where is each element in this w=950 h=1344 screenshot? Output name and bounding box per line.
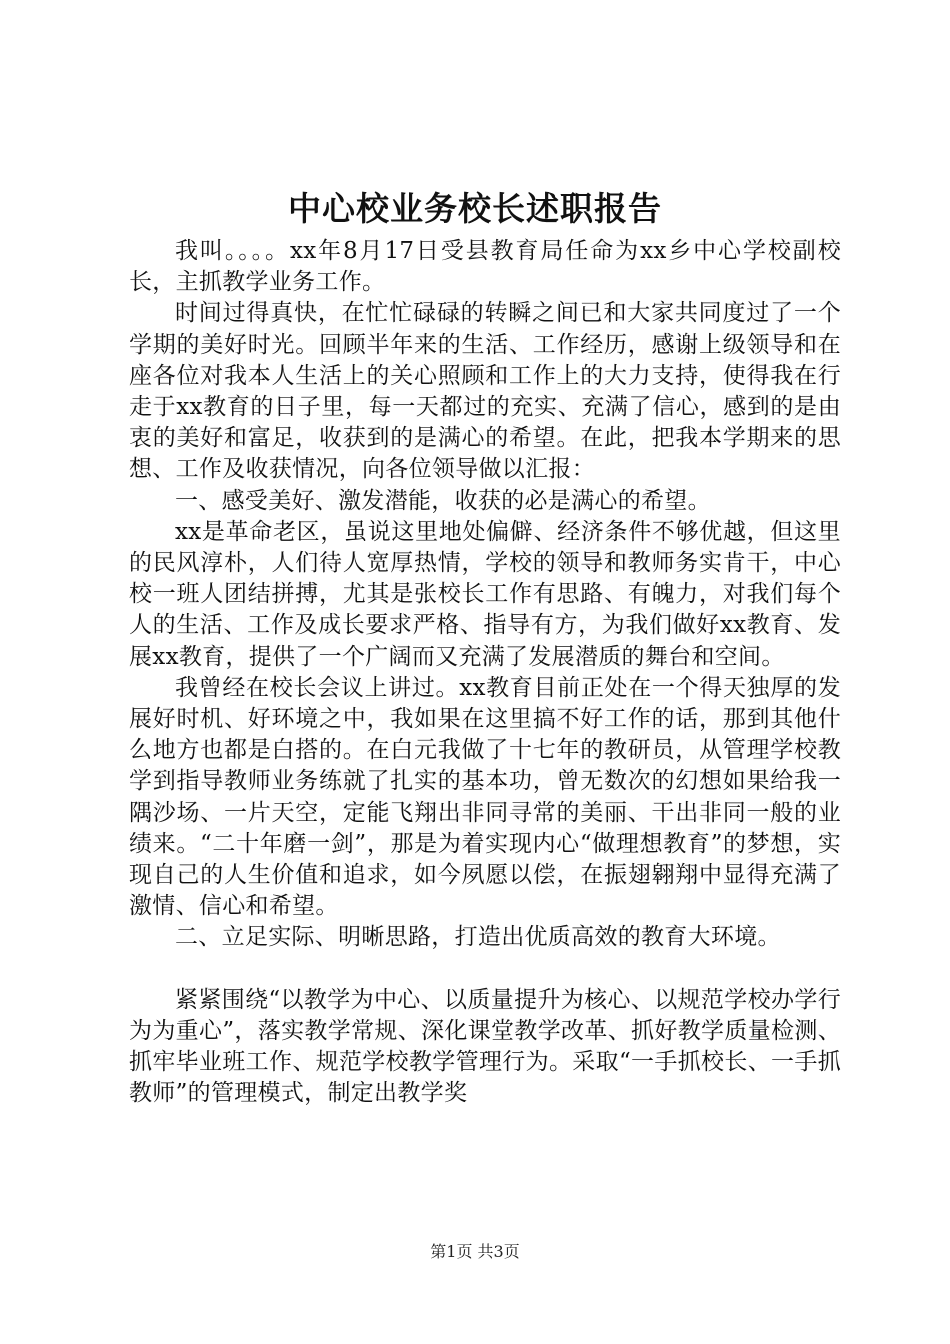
paragraph-experience: 我曾经在校长会议上讲过。xx教育目前正处在一个得天独厚的发展好时机、好环境之中，我如果在这里搞不好工作的话，那到其他什么地方也都是白搭的。在白元我做了十七年的教研员，从管理学校教学到指导教师业务练就了扎实的基本功，曾无数次的幻想如果给我一隅沙场、一片天空，定能飞翔出非同寻常的美丽、干出非同一般的业绩来。“二十年磨一剑”，那是为着实现内心“做理想教育”的梦想，实现自己的人生价值和追求，如今夙愿以偿，在振翅翱翔中显得充满了激情、信心和希望。 [129, 674, 841, 920]
section-heading-2: 二、立足实际、明晰思路，打造出优质高效的教育大环境。 [175, 924, 781, 951]
document-body [129, 236, 841, 1109]
document-title: 中心校业务校长述职报告 [288, 189, 662, 228]
section-heading-1: 一、感受美好、激发潜能，收获的必是满心的希望。 [175, 487, 711, 514]
page-number: 第1页 共3页 [430, 1242, 520, 1261]
paragraph-intro: 我叫。。。。xx年8月17日受县教育局任命为xx乡中心学校副校长，主抓教学业务工作。 [129, 238, 841, 296]
paragraph-measures: 紧紧围绕“以教学为中心、以质量提升为核心、以规范学校办学行为为重心”，落实教学常规、深化课堂教学改革、抓好教学质量检测、抓牢毕业班工作、规范学校教学管理行为。采取“一手抓校长、一手抓教师”的管理模式，制定出教学奖 [129, 986, 841, 1107]
paragraph-review: 时间过得真快，在忙忙碌碌的转瞬之间已和大家共同度过了一个学期的美好时光。回顾半年来的生活、工作经历，感谢上级领导和在座各位对我本人生活上的关心照顾和工作上的大力支持，使得我在行走于xx教育的日子里，每一天都过的充实、充满了信心，感到的是由衷的美好和富足，收获到的是满心的希望。在此，把我本学期来的思想、工作及收获情况，向各位领导做以汇报： [129, 300, 841, 483]
paragraph-region: xx是革命老区，虽说这里地处偏僻、经济条件不够优越，但这里的民风淳朴，人们待人宽厚热情，学校的领导和教师务实肯干，中心校一班人团结拼搏，尤其是张校长工作有思路、有魄力，对我们每个人的生活、工作及成长要求严格、指导有方，为我们做好xx教育、发展xx教育，提供了一个广阔而又充满了发展潜质的舞台和空间。 [129, 518, 841, 670]
